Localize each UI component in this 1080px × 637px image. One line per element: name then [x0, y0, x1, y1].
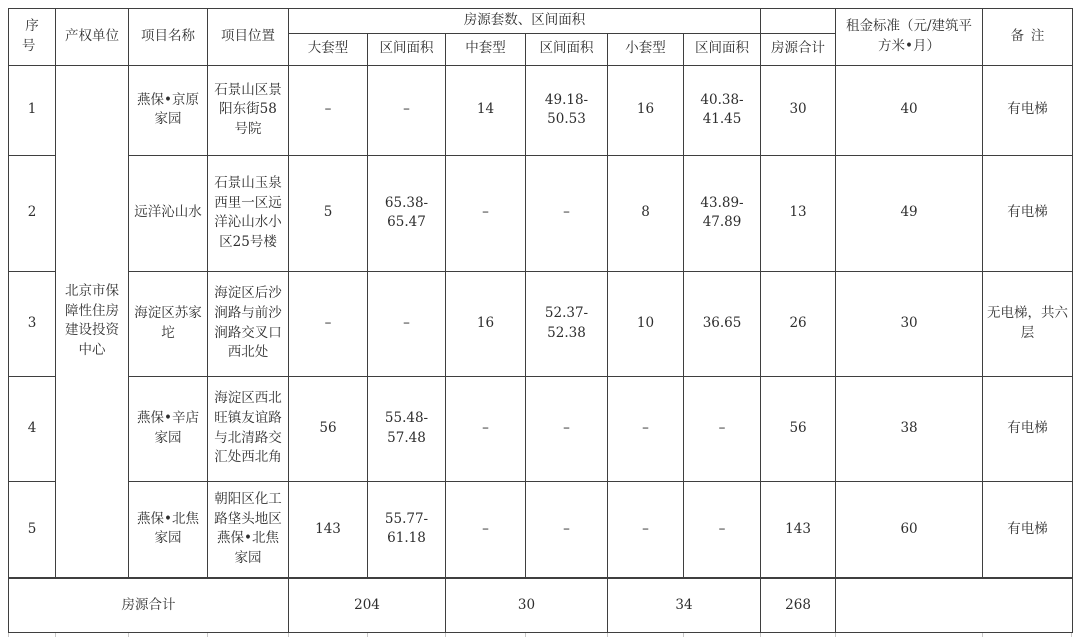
header-rent: 租金标准（元/建筑平方米•月） [836, 9, 983, 66]
document-page [0, 8, 1080, 637]
cell-project: 燕保•辛店家园 [129, 376, 208, 481]
cell-remark: 有电梯 [983, 65, 1073, 155]
header-large-area: 区间面积 [368, 33, 446, 65]
cell-remark: 无电梯，共六层 [983, 271, 1073, 376]
cell-large-count: 143 [289, 481, 368, 578]
header-group-units-area: 房源套数、区间面积 [289, 9, 761, 34]
header-empty-cell [761, 9, 836, 34]
header-location: 项目位置 [208, 9, 289, 66]
cell-units-total: 30 [761, 65, 836, 155]
cell-project: 远洋沁山水 [129, 155, 208, 271]
cell-large-count: – [289, 65, 368, 155]
summary-label: 房源合计 [9, 578, 289, 632]
summary-empty-cell [836, 578, 1073, 632]
table-row [9, 155, 1073, 271]
cell-location: 朝阳区化工路垡头地区燕保•北焦家园 [208, 481, 289, 578]
cell-large-area: 55.48-57.48 [368, 376, 446, 481]
cell-project: 燕保•北焦家园 [129, 481, 208, 578]
table-row [9, 65, 1073, 155]
header-medium-type: 中套型 [446, 33, 526, 65]
cell-medium-count: – [446, 481, 526, 578]
cell-small-count: – [608, 376, 684, 481]
cell-large-area: – [368, 65, 446, 155]
header-medium-area: 区间面积 [526, 33, 608, 65]
cell-large-count: 5 [289, 155, 368, 271]
summary-row [9, 578, 1073, 632]
header-row-top [9, 9, 1073, 34]
cell-remark: 有电梯 [983, 376, 1073, 481]
cell-small-count: – [608, 481, 684, 578]
cell-medium-count: – [446, 155, 526, 271]
cell-location: 石景山玉泉西里一区远洋沁山水小区25号楼 [208, 155, 289, 271]
cell-medium-area: – [526, 376, 608, 481]
cell-large-area: 65.38-65.47 [368, 155, 446, 271]
cell-project: 燕保•京原家园 [129, 65, 208, 155]
cell-medium-area: 52.37-52.38 [526, 271, 608, 376]
table-row [9, 376, 1073, 481]
cell-small-area: 40.38-41.45 [684, 65, 761, 155]
cell-remark: 有电梯 [983, 481, 1073, 578]
header-small-area: 区间面积 [684, 33, 761, 65]
cell-rent: 60 [836, 481, 983, 578]
cell-owner-unit: 北京市保障性住房建设投资中心 [56, 65, 129, 578]
cell-medium-area: 49.18-50.53 [526, 65, 608, 155]
cell-small-count: 8 [608, 155, 684, 271]
cell-medium-area: – [526, 155, 608, 271]
header-remark: 备注 [983, 9, 1073, 66]
cell-no: 2 [9, 155, 56, 271]
cell-no: 1 [9, 65, 56, 155]
cell-units-total: 143 [761, 481, 836, 578]
cell-units-total: 13 [761, 155, 836, 271]
next-row-gridline-sliver [8, 633, 1072, 637]
header-project: 项目名称 [129, 9, 208, 66]
table-row [9, 481, 1073, 578]
cell-medium-count: – [446, 376, 526, 481]
cell-no: 4 [9, 376, 56, 481]
cell-no: 5 [9, 481, 56, 578]
cell-rent: 40 [836, 65, 983, 155]
housing-table [8, 8, 1073, 633]
header-no: 序号 [9, 9, 56, 66]
cell-small-area: 36.65 [684, 271, 761, 376]
cell-rent: 30 [836, 271, 983, 376]
cell-location: 海淀区后沙涧路与前沙涧路交叉口西北处 [208, 271, 289, 376]
cell-large-area: – [368, 271, 446, 376]
cell-small-area: – [684, 481, 761, 578]
cell-small-count: 10 [608, 271, 684, 376]
cell-rent: 49 [836, 155, 983, 271]
cell-project: 海淀区苏家坨 [129, 271, 208, 376]
cell-units-total: 56 [761, 376, 836, 481]
summary-small-total: 34 [608, 578, 761, 632]
cell-large-count: – [289, 271, 368, 376]
cell-small-count: 16 [608, 65, 684, 155]
cell-rent: 38 [836, 376, 983, 481]
cell-small-area: – [684, 376, 761, 481]
header-owner: 产权单位 [56, 9, 129, 66]
summary-medium-total: 30 [446, 578, 608, 632]
table-row [9, 271, 1073, 376]
cell-large-area: 55.77-61.18 [368, 481, 446, 578]
cell-remark: 有电梯 [983, 155, 1073, 271]
cell-location: 海淀区西北旺镇友谊路与北清路交汇处西北角 [208, 376, 289, 481]
summary-large-total: 204 [289, 578, 446, 632]
cell-no: 3 [9, 271, 56, 376]
cell-small-area: 43.89-47.89 [684, 155, 761, 271]
header-large-type: 大套型 [289, 33, 368, 65]
header-small-type: 小套型 [608, 33, 684, 65]
summary-grand-total: 268 [761, 578, 836, 632]
cell-units-total: 26 [761, 271, 836, 376]
cell-medium-area: – [526, 481, 608, 578]
cell-medium-count: 14 [446, 65, 526, 155]
cell-location: 石景山区景阳东街58号院 [208, 65, 289, 155]
cell-large-count: 56 [289, 376, 368, 481]
header-units-total: 房源合计 [761, 33, 836, 65]
cell-medium-count: 16 [446, 271, 526, 376]
